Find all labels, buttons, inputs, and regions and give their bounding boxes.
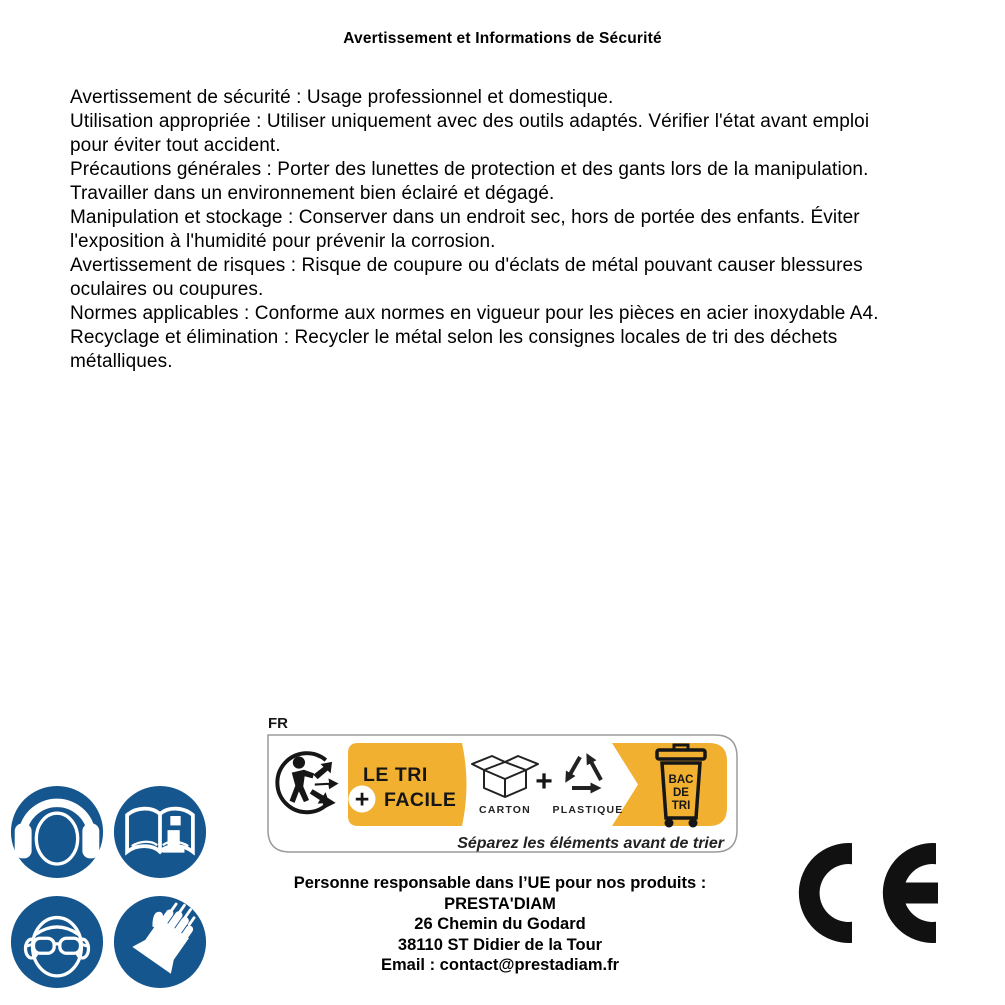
- text-line: Email : contact@prestadiam.fr: [381, 956, 619, 974]
- text-line: 38110 ST Didier de la Tour: [397, 935, 603, 954]
- country-code-label: FR: [268, 715, 288, 732]
- materials-plus-sign: +: [535, 765, 553, 798]
- ce-marking-icon: [793, 836, 945, 950]
- wear-ear-protection-icon: [10, 785, 104, 879]
- text-line: Utilisation appropriée : Utiliser uniquement avec des outils adaptés. Vérifier l'état avant emploi: [70, 111, 870, 132]
- label-headline-bottom: FACILE: [384, 789, 457, 811]
- label-headline-top: LE TRI: [363, 764, 428, 786]
- bin-text-line: BAC: [668, 774, 694, 786]
- text-line: 26 Chemin du Godard: [414, 915, 586, 933]
- text-line: Avertissement de risques : Risque de coupure ou d'éclats de métal pouvant causer blessures: [70, 255, 863, 276]
- page-title: Avertissement et Informations de Sécurité: [343, 30, 662, 47]
- wear-eye-protection-icon: [10, 895, 104, 989]
- text-line: PRESTA'DIAM: [444, 894, 556, 913]
- text-line: Travailler dans un environnement bien éclairé et dégagé.: [70, 183, 555, 204]
- bin-text-line: DE: [673, 787, 689, 799]
- text-line: Normes applicables : Conforme aux normes en vigueur pour les pièces en acier inoxydable A4.: [70, 303, 879, 324]
- plus-badge-sign: +: [354, 785, 370, 814]
- text-line: oculaires ou coupures.: [70, 279, 264, 300]
- text-line: pour éviter tout accident.: [70, 135, 281, 156]
- material-left-label: CARTON: [479, 804, 531, 816]
- text-line: Personne responsable dans l’UE pour nos produits :: [293, 874, 707, 892]
- bin-text-line: TRI: [671, 800, 691, 812]
- text-line: Précautions générales : Porter des lunettes de protection et des gants lors de la manipulation.: [70, 159, 869, 180]
- safety-text-block: [70, 86, 970, 374]
- label-tagline: Séparez les éléments avant de trier: [457, 835, 724, 852]
- text-line: métalliques.: [70, 351, 173, 372]
- text-line: Recyclage et élimination : Recycler le métal selon les consignes locales de tri des déchets: [70, 327, 838, 348]
- text-line: l'exposition à l'humidité pour prévenir la corrosion.: [70, 231, 496, 252]
- text-line: Avertissement de sécurité : Usage professionnel et domestique.: [70, 87, 614, 108]
- recycling-sorting-label: [262, 704, 742, 856]
- responsible-person-block: [150, 873, 850, 976]
- text-line: Manipulation et stockage : Conserver dans un endroit sec, hors de portée des enfants. Éviter: [70, 207, 860, 228]
- material-right-label: PLASTIQUE: [552, 804, 624, 816]
- read-instruction-manual-icon: [113, 785, 207, 879]
